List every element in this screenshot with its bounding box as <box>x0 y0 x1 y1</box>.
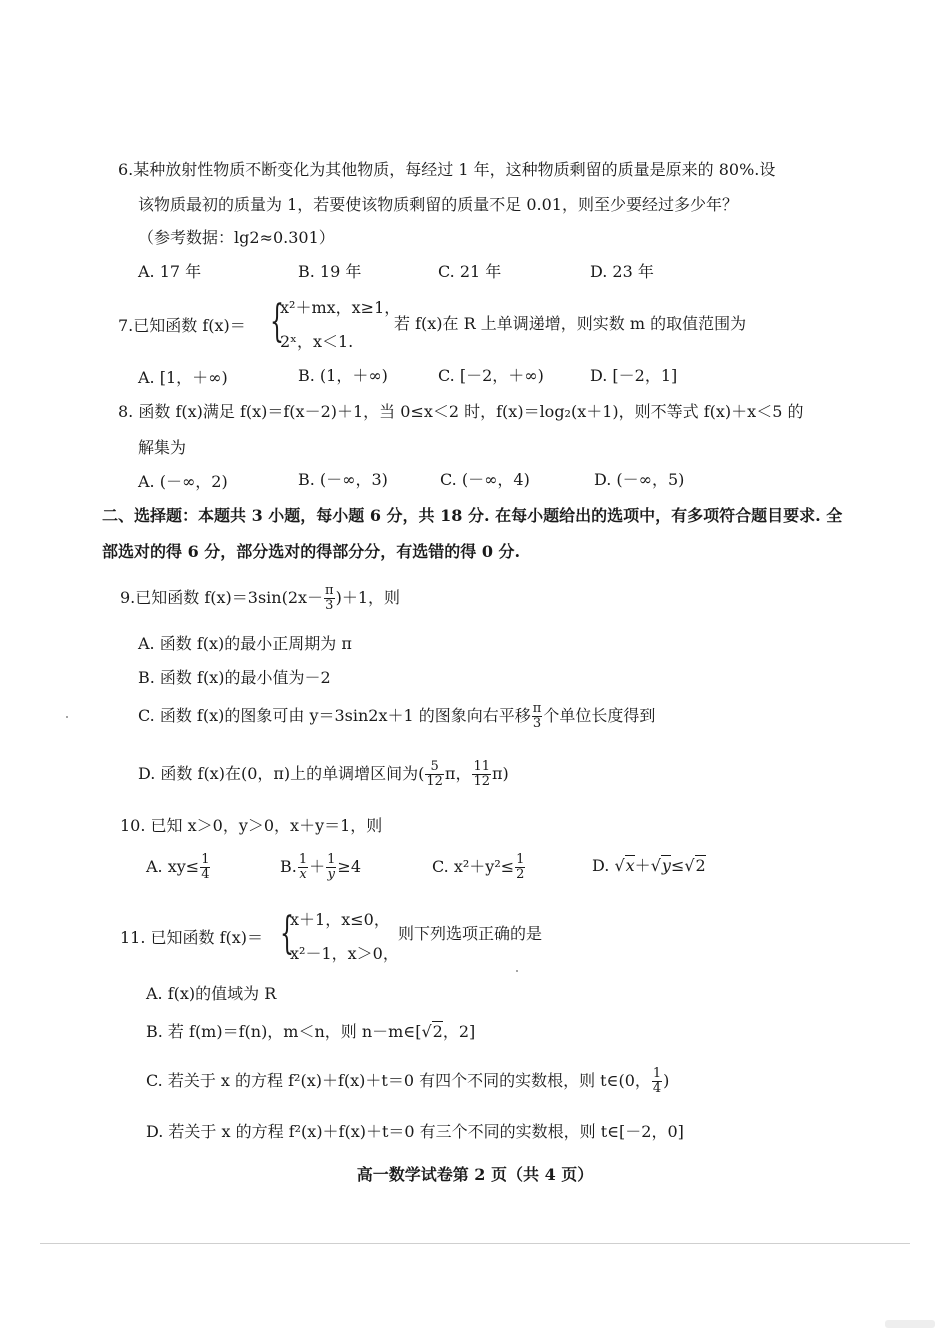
q7-prefix: 7.已知函数 f(x)＝ <box>118 316 246 335</box>
q10-opta-pre: A. xy≤ <box>146 857 200 876</box>
q10-optc-num: 1 <box>516 852 525 867</box>
q8-line2: 解集为 <box>138 438 187 457</box>
q11-option-c <box>146 1066 669 1096</box>
q9-optd-mid: π， <box>444 764 472 783</box>
q10-optd-pre: D. <box>592 856 615 875</box>
q9-option-b: B. 函数 f(x)的最小值为－2 <box>138 668 331 687</box>
q10-optd-root3: 2 <box>695 856 706 875</box>
q7-option-b: B. (1，＋∞) <box>298 366 388 385</box>
q10-option-a <box>146 852 211 882</box>
q6-option-c: C. 21 年 <box>438 262 502 281</box>
q9-optc-pre: C. 函数 f(x)的图象可由 y＝3sin2x＋1 的图象向右平移 <box>138 706 531 725</box>
q10-optd-le: ≤ <box>670 856 685 875</box>
q8-option-b: B. (－∞，3) <box>298 470 388 489</box>
section2-line2: 部选对的得 6 分，部分选对的得部分分，有选错的得 0 分. <box>102 542 521 561</box>
q10-optb-frac2 <box>326 853 336 882</box>
q7-brace: { <box>270 296 284 347</box>
q10-optb-plus: ＋ <box>309 857 326 876</box>
q9-frac-num: π <box>325 583 334 598</box>
q7-option-a: A. [1，＋∞) <box>138 368 228 387</box>
q9-optc-fraction <box>532 702 543 731</box>
q9-optd-frac1 <box>425 760 444 789</box>
section2-line1: 二、选择题：本题共 3 小题，每小题 6 分，共 18 分. 在每小题给出的选项中，有多项符合题目要求. 全 <box>102 506 843 525</box>
q7-suffix: 若 f(x)在 R 上单调递增，则实数 m 的取值范围为 <box>394 314 747 333</box>
q10-optb-den1: x <box>299 867 307 882</box>
scan-speck <box>516 970 518 972</box>
q11-case2: x²－1，x＞0， <box>290 944 399 963</box>
q11-optc-num: 1 <box>652 1066 662 1081</box>
q9-stem <box>120 584 400 613</box>
q11-prefix: 11. 已知函数 f(x)＝ <box>120 928 264 947</box>
q10-optb-den2: y <box>327 867 335 882</box>
q9-option-d <box>138 760 509 789</box>
q9-frac-den: 3 <box>325 598 334 613</box>
q6-option-b: B. 19 年 <box>298 262 362 281</box>
q6-option-a: A. 17 年 <box>138 262 202 281</box>
sqrt-symbol: √ <box>421 1022 432 1041</box>
q11-brace: { <box>280 908 294 959</box>
q10-optc-fraction <box>515 853 525 882</box>
q10-optb-pre: B. <box>280 857 297 876</box>
q9-optd-den2: 12 <box>473 774 490 789</box>
sqrt-symbol: √ <box>684 856 695 875</box>
q9-optd-num2: 11 <box>473 759 490 774</box>
q9-suffix: )＋1，则 <box>335 588 401 607</box>
q7-case2: 2ˣ，x＜1. <box>280 332 354 351</box>
q11-optb-post: ，2] <box>442 1022 476 1041</box>
q6-line1: 6.某种放射性物质不断变化为其他物质，每经过 1 年，这种物质剩留的质量是原来的 80%.设 <box>118 160 776 179</box>
q11-optc-pre: C. 若关于 x 的方程 f²(x)＋f(x)＋t＝0 有四个不同的实数根，则 t∈(0， <box>146 1071 651 1090</box>
q9-optd-den1: 12 <box>426 774 443 789</box>
q10-opta-fraction <box>200 853 210 882</box>
q10-stem: 10. 已知 x＞0，y＞0，x＋y＝1，则 <box>120 816 383 835</box>
q7-case1: x²＋mx，x≥1， <box>280 298 401 317</box>
q10-optd-root2: y <box>661 856 671 875</box>
q9-optc-num: π <box>532 701 542 716</box>
q8-line1: 8. 函数 f(x)满足 f(x)＝f(x－2)＋1，当 0≤x＜2 时，f(x)＝log₂(x＋1)，则不等式 f(x)＋x＜5 的 <box>118 402 804 421</box>
q11-option-d: D. 若关于 x 的方程 f²(x)＋f(x)＋t＝0 有三个不同的实数根，则 t∈[－2，0] <box>146 1122 684 1141</box>
q11-optc-post: ) <box>663 1071 670 1090</box>
q9-fraction <box>324 584 335 613</box>
q9-option-a: A. 函数 f(x)的最小正周期为 π <box>138 634 352 653</box>
sqrt-symbol: √ <box>650 856 661 875</box>
q6-line3: （参考数据：lg2≈0.301） <box>138 228 335 247</box>
page-footer: 高一数学试卷第 2 页（共 4 页） <box>356 1165 594 1184</box>
q11-optb-pre: B. 若 f(m)＝f(n)，m＜n，则 n－m∈[ <box>146 1022 422 1041</box>
scan-speck <box>66 716 68 718</box>
q10-option-b <box>280 852 361 882</box>
q11-option-b <box>146 1022 475 1042</box>
sqrt-symbol: √ <box>614 856 625 875</box>
q11-suffix: 则下列选项正确的是 <box>398 924 543 943</box>
q10-optb-post: ≥4 <box>337 857 362 876</box>
q9-prefix: 9.已知函数 f(x)＝3sin(2x－ <box>120 588 324 607</box>
q10-option-d <box>592 856 706 876</box>
q10-optc-den: 2 <box>516 867 525 882</box>
q9-optd-num1: 5 <box>425 760 444 775</box>
q8-option-d: D. (－∞，5) <box>594 470 685 489</box>
q10-opta-den: 4 <box>201 867 210 882</box>
q10-optb-num2: 1 <box>327 852 336 867</box>
q9-optc-den: 3 <box>532 716 542 731</box>
q9-optc-post: 个单位长度得到 <box>543 706 656 725</box>
q11-optc-den: 4 <box>652 1081 662 1096</box>
q7-option-d: D. [－2，1] <box>590 366 678 385</box>
q11-case1: x＋1，x≤0， <box>290 910 390 929</box>
q6-line2: 该物质最初的质量为 1，若要使该物质剩留的质量不足 0.01，则至少要经过多少年？ <box>138 195 738 214</box>
q10-optc-pre: C. x²＋y²≤ <box>432 857 515 876</box>
q10-optd-plus: ＋ <box>634 856 651 875</box>
q10-optb-num1: 1 <box>298 852 308 867</box>
q8-option-c: C. (－∞，4) <box>440 470 530 489</box>
q9-optd-pre: D. 函数 f(x)在(0，π)上的单调增区间为( <box>138 764 425 783</box>
q10-opta-num: 1 <box>201 852 210 867</box>
scan-edge-line <box>40 1243 910 1244</box>
q11-optb-root: 2 <box>432 1022 443 1041</box>
q10-optd-root1: x <box>625 856 635 875</box>
q6-option-d: D. 23 年 <box>590 262 654 281</box>
q8-option-a: A. (－∞，2) <box>138 472 228 491</box>
q11-optc-fraction <box>652 1067 662 1096</box>
q10-option-c <box>432 852 526 882</box>
q11-option-a: A. f(x)的值域为 R <box>146 984 277 1003</box>
watermark-mark <box>885 1320 935 1328</box>
q9-option-c <box>138 702 655 731</box>
q9-optd-frac2 <box>472 760 491 789</box>
q9-optd-post: π) <box>492 764 509 783</box>
q7-option-c: C. [－2，＋∞) <box>438 366 544 385</box>
q10-optb-frac1 <box>298 853 308 882</box>
